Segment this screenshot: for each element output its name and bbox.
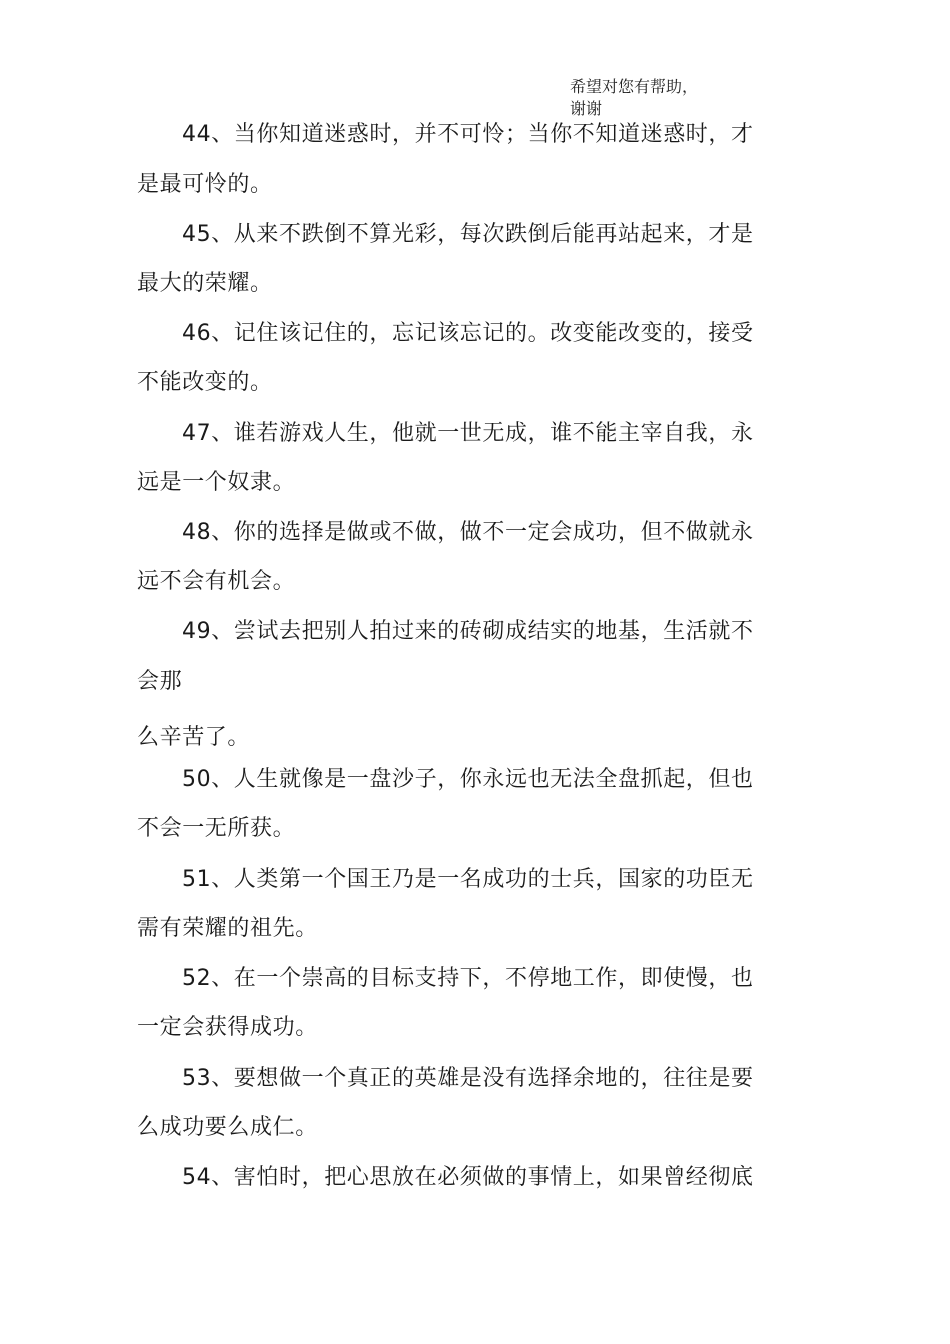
text-line: 会那 xyxy=(137,669,183,694)
text-line: 52、在一个崇高的目标支持下，不停地工作，即使慢，也 xyxy=(182,966,754,991)
text-line: 不能改变的。 xyxy=(137,370,273,395)
text-line: 远是一个奴隶。 xyxy=(137,470,296,495)
text-line: 54、害怕时，把心思放在必须做的事情上，如果曾经彻底 xyxy=(182,1165,754,1190)
text-line: 最大的荣耀。 xyxy=(137,271,273,296)
text-line: 50、人生就像是一盘沙子，你永远也无法全盘抓起，但也 xyxy=(182,767,754,792)
text-line: 一定会获得成功。 xyxy=(137,1015,318,1040)
text-line: 49、尝试去把别人拍过来的砖砌成结实的地基，生活就不 xyxy=(182,619,754,644)
header-note-line-2: 谢谢 xyxy=(570,99,603,118)
header-note xyxy=(570,76,698,120)
text-line: 51、人类第一个国王乃是一名成功的士兵，国家的功臣无 xyxy=(182,867,754,892)
text-line: 53、要想做一个真正的英雄是没有选择余地的，往往是要 xyxy=(182,1066,754,1091)
text-line: 47、谁若游戏人生，他就一世无成，谁不能主宰自我，永 xyxy=(182,421,754,446)
text-line: 是最可怜的。 xyxy=(137,172,273,197)
text-line: 45、从来不跌倒不算光彩，每次跌倒后能再站起来，才是 xyxy=(182,222,754,247)
text-line: 么辛苦了。 xyxy=(137,725,251,750)
text-line: 远不会有机会。 xyxy=(137,569,296,594)
text-line: 需有荣耀的祖先。 xyxy=(137,916,318,941)
text-line: 不会一无所获。 xyxy=(137,816,296,841)
text-line: 48、你的选择是做或不做，做不一定会成功，但不做就永 xyxy=(182,520,754,545)
text-line: 46、记住该记住的，忘记该忘记的。改变能改变的，接受 xyxy=(182,321,754,346)
text-line: 44、当你知道迷惑时，并不可怜；当你不知道迷惑时，才 xyxy=(182,122,754,147)
text-line: 么成功要么成仁。 xyxy=(137,1115,318,1140)
header-note-line-1: 希望对您有帮助， xyxy=(570,77,699,96)
